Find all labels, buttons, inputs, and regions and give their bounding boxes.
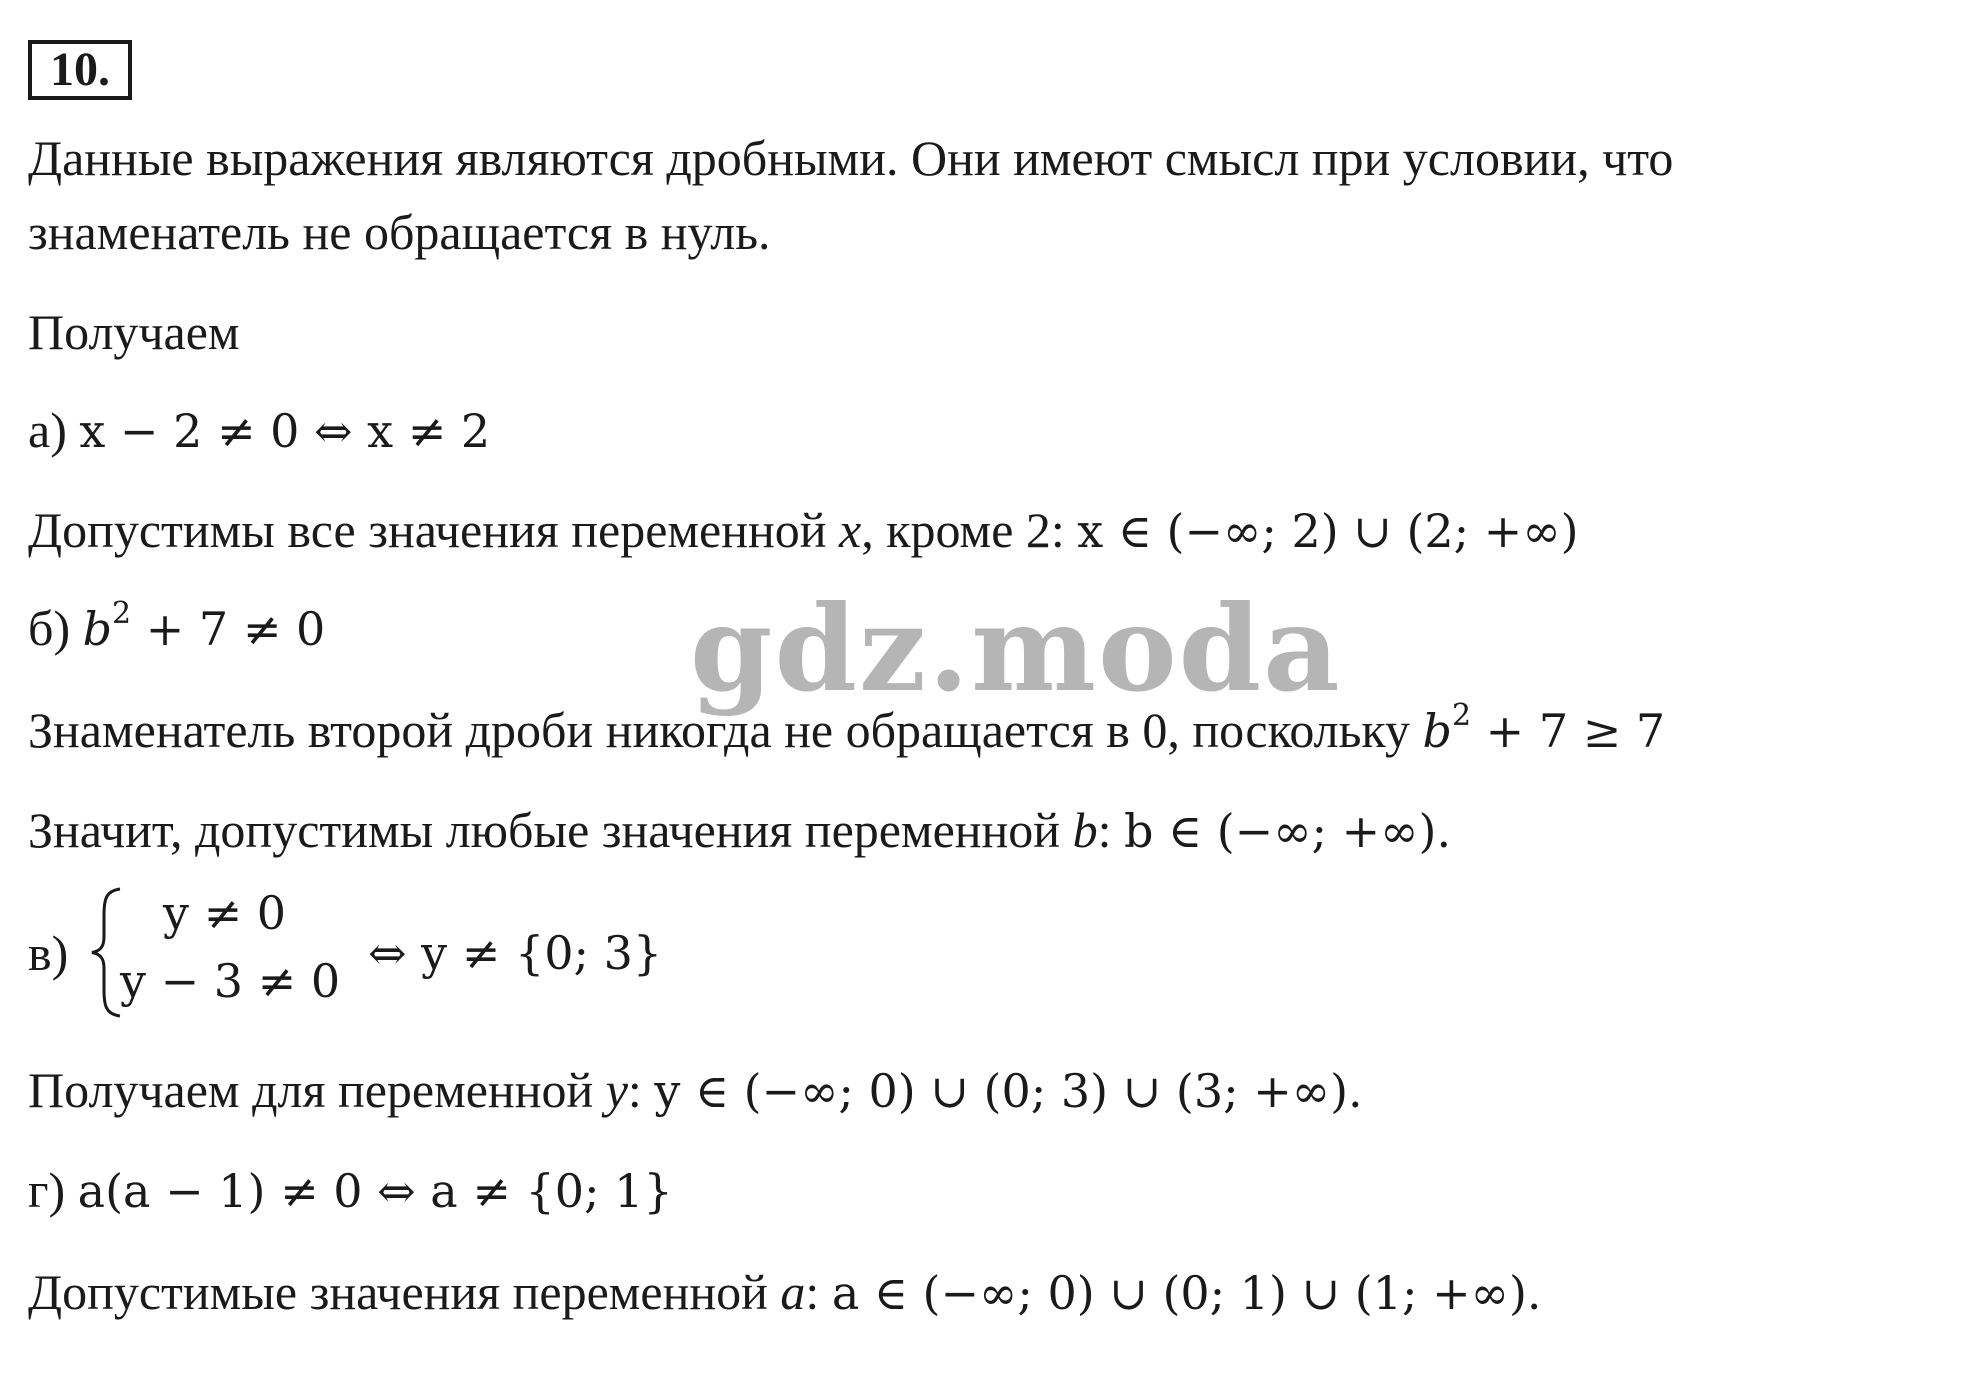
part-c-equation-2: y − 3 ≠ 0 [120, 954, 341, 1008]
part-b-explanation-line [28, 700, 1665, 761]
part-c-var: y [605, 1062, 628, 1118]
part-b-var: b [1072, 802, 1098, 858]
getting-label: Получаем [28, 304, 240, 360]
part-a-set: x ∈ (−∞; 2) ∪ (2; +∞) [1077, 504, 1579, 558]
part-c-text: Получаем для переменной [28, 1062, 606, 1118]
part-a-equation: x − 2 ≠ 0 ⇔ x ≠ 2 [79, 404, 491, 458]
part-d-colon: : [805, 1264, 832, 1320]
part-a-text2: , кроме 2: [861, 502, 1078, 558]
part-c-result: ⇔ y ≠ {0; 3} [368, 926, 663, 980]
part-b-ineq-exp: 2 [1451, 698, 1472, 733]
part-b-label: б) [28, 600, 71, 656]
part-a-equation-line [28, 400, 490, 461]
part-d-equation-line [28, 1160, 673, 1221]
part-b-eq-base: b [82, 602, 113, 656]
part-a-label: а) [28, 402, 67, 458]
part-d-text: Допустимые значения переменной [28, 1264, 781, 1320]
part-b-text: Знаменатель второй дроби никогда не обращается в 0, поскольку [28, 702, 1423, 758]
watermark: gdz.moda [690, 579, 1342, 718]
intro-line-2: знаменатель не обращается в нуль. [28, 204, 771, 260]
part-a-text: Допустимы все значения переменной [28, 502, 840, 558]
part-b-conclusion: Значит, допустимы любые значения переменной [28, 802, 1073, 858]
part-c-label: в) [28, 925, 69, 981]
part-d-label: г) [28, 1162, 66, 1218]
task-number: 10. [28, 40, 132, 100]
part-a-answer-line [28, 500, 1579, 561]
part-d-var: a [780, 1264, 806, 1320]
part-d-equation: a(a − 1) ≠ 0 ⇔ a ≠ {0; 1} [77, 1164, 673, 1218]
part-d-set: a ∈ (−∞; 0) ∪ (0; 1) ∪ (1; +∞). [831, 1266, 1542, 1320]
part-b-ineq-rest: + 7 ≥ 7 [1471, 704, 1666, 758]
part-c-colon: : [627, 1062, 655, 1118]
part-b-set: b ∈ (−∞; +∞). [1123, 804, 1452, 858]
part-c-equation-1: y ≠ 0 [163, 886, 287, 940]
part-c-set: y ∈ (−∞; 0) ∪ (0; 3) ∪ (3; +∞). [654, 1064, 1363, 1118]
part-b-equation [82, 596, 326, 656]
part-c-answer-line [28, 1060, 1363, 1121]
part-b-equation-line [28, 598, 325, 659]
part-b-eq-rest: + 7 ≠ 0 [131, 602, 326, 656]
part-b-conclusion-line [28, 800, 1451, 861]
intro-line-1: Данные выражения являются дробными. Они имеют смысл при условии, что [28, 130, 1674, 186]
part-b-ineq-base: b [1422, 704, 1452, 758]
part-d-answer-line [28, 1262, 1542, 1323]
part-b-eq-exp: 2 [112, 596, 132, 631]
part-b-colon: : [1097, 802, 1124, 858]
part-b-inequality [1422, 698, 1666, 758]
part-a-var: x [839, 502, 862, 558]
